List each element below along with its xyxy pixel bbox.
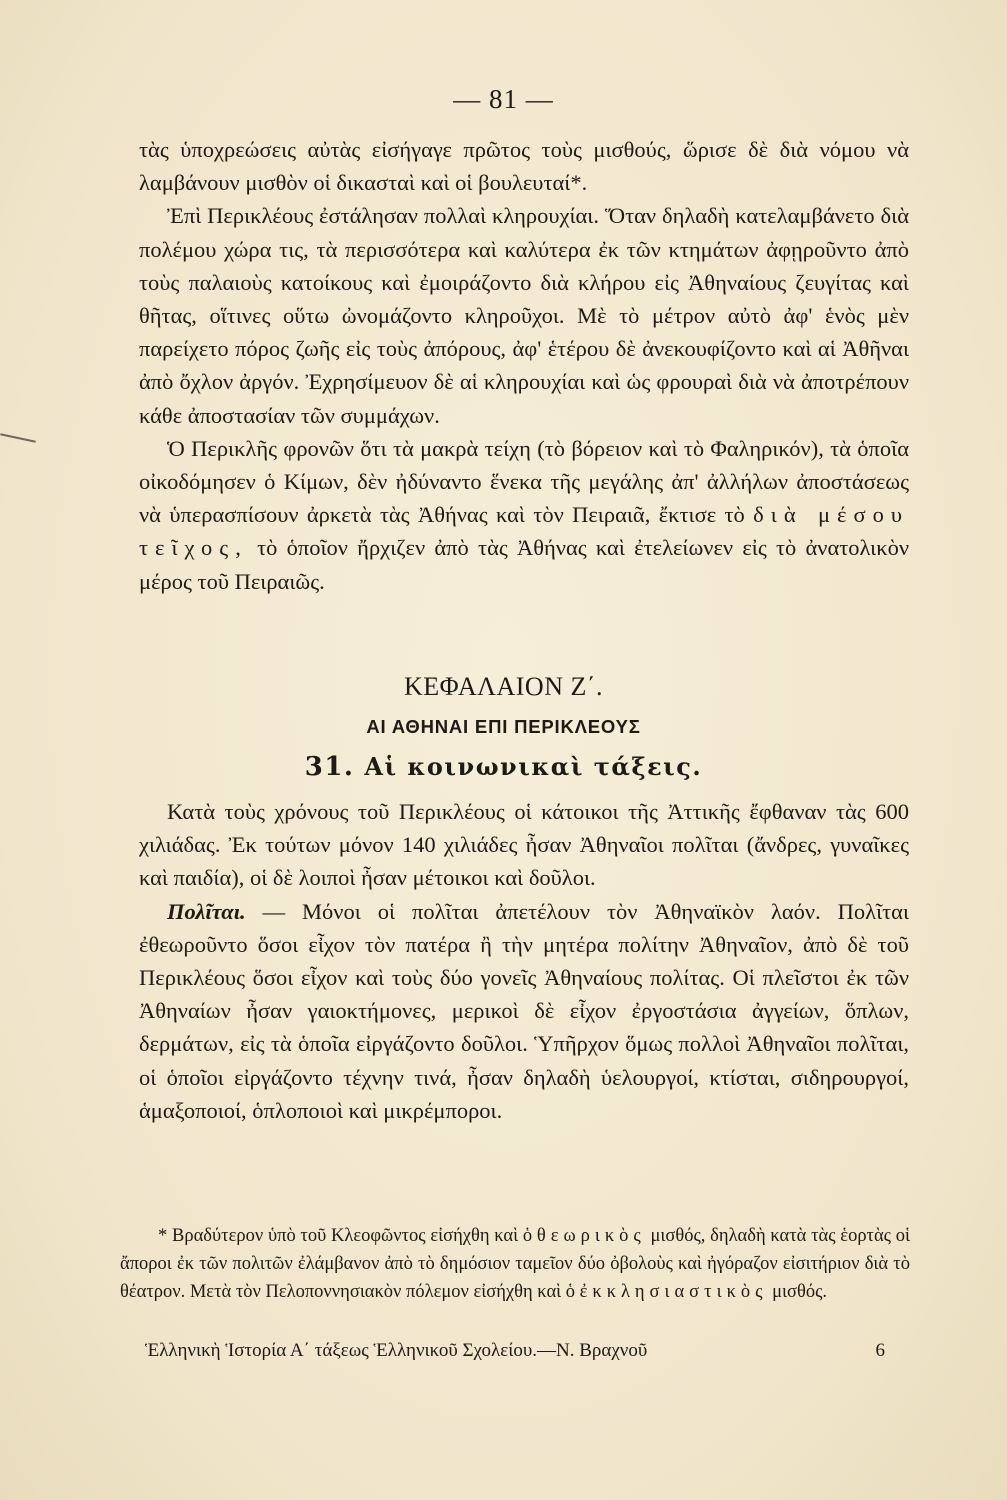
chapter-heading: ΚΕΦΑΛΑΙΟΝ Ζ΄. bbox=[403, 672, 604, 701]
citizens-text: — Μόνοι οἱ πολῖται ἀπετέλουν τὸν Ἀθηναϊκὸν λαόν. Πολῖται ἐθεωροῦντο ὅσοι εἶχον τὸν πατέρα ἢ τὴν μητέρα πολίτην Ἀθηναῖον, ἀπὸ δὲ τοῦ Περικλέους ὅσοι εἶχον καὶ τοὺς δύο γονεῖς Ἀθηναίους πολίτας. Οἱ πλεῖστοι ἐκ τῶν Ἀθηναίων ἦσαν γαιοκτήμονες, μερικοὶ δὲ εἶχον ἐργοστάσια ἀγγείων, ὅπλων, δερμάτων, εἰς τὰ ὁποῖα εἰργάζοντο δοῦλοι. Ὑπῆρχον ὅμως πολλοὶ Ἀθηναῖοι πολῖται, οἱ ὁποῖοι εἰργάζοντο τέχνην τινά, ἦσαν δηλαδὴ ὑελουργοί, κτίσται, σιδηρουργοί, ἁμαξοποιοί, ὁπλοποιοὶ καὶ μικρέμποροι. bbox=[139, 898, 910, 1123]
chapter-subtitle: ΑΙ ΑΘΗΝΑΙ ΕΠΙ ΠΕΡΙΚΛΕΟΥΣ bbox=[366, 716, 641, 737]
middle-wall-term: διὰ μέσου τεῖχος, bbox=[139, 502, 909, 561]
footnote-part-b: μισθός, δηλαδὴ κατὰ τὰς ἑορτὰς οἱ ἄποροι ἐκ τῶν πολιτῶν ἐλάμβανον ἀπὸ τὸ δημόσιον ταμεῖον δύο ὀβολοὺς καὶ ἠγόραζον εἰσιτήριον διὰ τὸ θέατρον. Μετὰ τὸν Πελοποννησιακὸν πόλεμον εἰσήχθη καὶ ὁ bbox=[120, 1226, 910, 1302]
body-text-section bbox=[139, 795, 909, 1127]
section-heading bbox=[0, 752, 1007, 782]
footnote-part-a: * Βραδύτερον ὑπὸ τοῦ Κλεοφῶντος εἰσήχθη καὶ ὁ bbox=[158, 1226, 533, 1246]
paragraph-population: Κατὰ τοὺς χρόνους τοῦ Περικλέους οἱ κάτοικοι τῆς Ἀττικῆς ἔφθαναν τὰς 600 χιλιάδας. Ἐκ τούτων μόνον 140 χιλιάδες ἦσαν Ἀθηναῖοι πολῖται (ἄνδρες, γυναῖκες καὶ παιδία), οἱ δὲ λοιποὶ ἦσαν μέτοικοι καὶ δοῦλοι. bbox=[139, 799, 909, 891]
section-number: 31. bbox=[304, 752, 355, 782]
printer-signature-line bbox=[145, 1338, 885, 1364]
ekklesiastikos-term: ἐκκλησιαστικὸς bbox=[579, 1282, 768, 1302]
page-number: — 81 — bbox=[453, 84, 554, 114]
paragraph-walls bbox=[139, 432, 909, 598]
paragraph-salaries: τὰς ὑποχρεώσεις αὐτὰς εἰσήγαγε πρῶτος τοὺς μισθούς, ὥρισε δὲ διὰ νόμου νὰ λαμβάνουν μισθὸν οἱ δικασταὶ καὶ οἱ βουλευταί*. bbox=[139, 137, 909, 196]
paragraph-citizens bbox=[139, 895, 909, 1127]
walls-text-a: Ὁ Περικλῆς φρονῶν ὅτι τὰ μακρὰ τείχη (τὸ βόρειον καὶ τὸ Φαληρικόν), τὰ ὁποῖα οἰκοδόμησεν ὁ Κίμων, δὲν ἠδύναντο ἕνεκα τῆς μεγάλης ἀπ' ἀλλήλων ἀποστάσεως νὰ ὑπερασπίσουν ἀρκετὰ τὰς Ἀθήνας καὶ τὸν Πειραιᾶ, ἔκτισε τὸ bbox=[139, 435, 909, 528]
footnote-text bbox=[120, 1222, 910, 1306]
footnote-part-c: μισθός. bbox=[772, 1282, 828, 1302]
book-title-signature: Ἑλληνικὴ Ἱστορία Α΄ τάξεως Ἑλληνικοῦ Σχολείου.—Ν. Βραχνοῦ bbox=[145, 1340, 648, 1361]
paragraph-cleruchies: Ἐπὶ Περικλέους ἐστάλησαν πολλαὶ κληρουχίαι. Ὅταν δηλαδὴ κατελαμβάνετο διὰ πολέμου χώρα τις, τὰ περισσότερα καὶ καλύτερα ἐκ τῶν κτημάτων ἀφῃροῦντο ἀπὸ τοὺς παλαιοὺς κατοίκους καὶ ἐμοιράζοντο διὰ κλήρου εἰς Ἀθηναίους ζευγίτας καὶ θῆτας, οἵτινες οὕτω ὠνομάζοντο κληροῦχοι. Μὲ τὸ μέτρον αὐτὸ ἀφ' ἑνὸς μὲν παρείχετο πόρος ζωῆς εἰς τοὺς ἀπόρους, ἀφ' ἑτέρου δὲ ἀνεκουφίζοντο καὶ αἱ Ἀθῆναι ἀπὸ ὄχλον ἀργόν. Ἐχρησίμευον δὲ αἱ κληρουχίαι καὶ ὡς φρουραὶ διὰ νὰ ἀποτρέπουν κάθε ἀποστασίαν τῶν συμμάχων. bbox=[139, 203, 909, 428]
theorikos-term: θεωρικὸς bbox=[536, 1226, 646, 1246]
footnote bbox=[120, 1222, 910, 1306]
margin-pencil-mark bbox=[0, 433, 36, 442]
walls-text-b: τὸ ὁποῖον ἤρχιζεν ἀπὸ τὰς Ἀθήνας καὶ ἐτελείωνεν εἰς τὸ ἀνατολικὸν μέρος τοῦ Πειραιῶς. bbox=[139, 535, 909, 594]
body-text-top bbox=[139, 133, 909, 598]
citizens-term: Πολῖται. bbox=[167, 898, 246, 924]
sheet-number: 6 bbox=[875, 1340, 885, 1361]
section-title: Αἱ κοινωνικαὶ τάξεις. bbox=[364, 752, 703, 781]
